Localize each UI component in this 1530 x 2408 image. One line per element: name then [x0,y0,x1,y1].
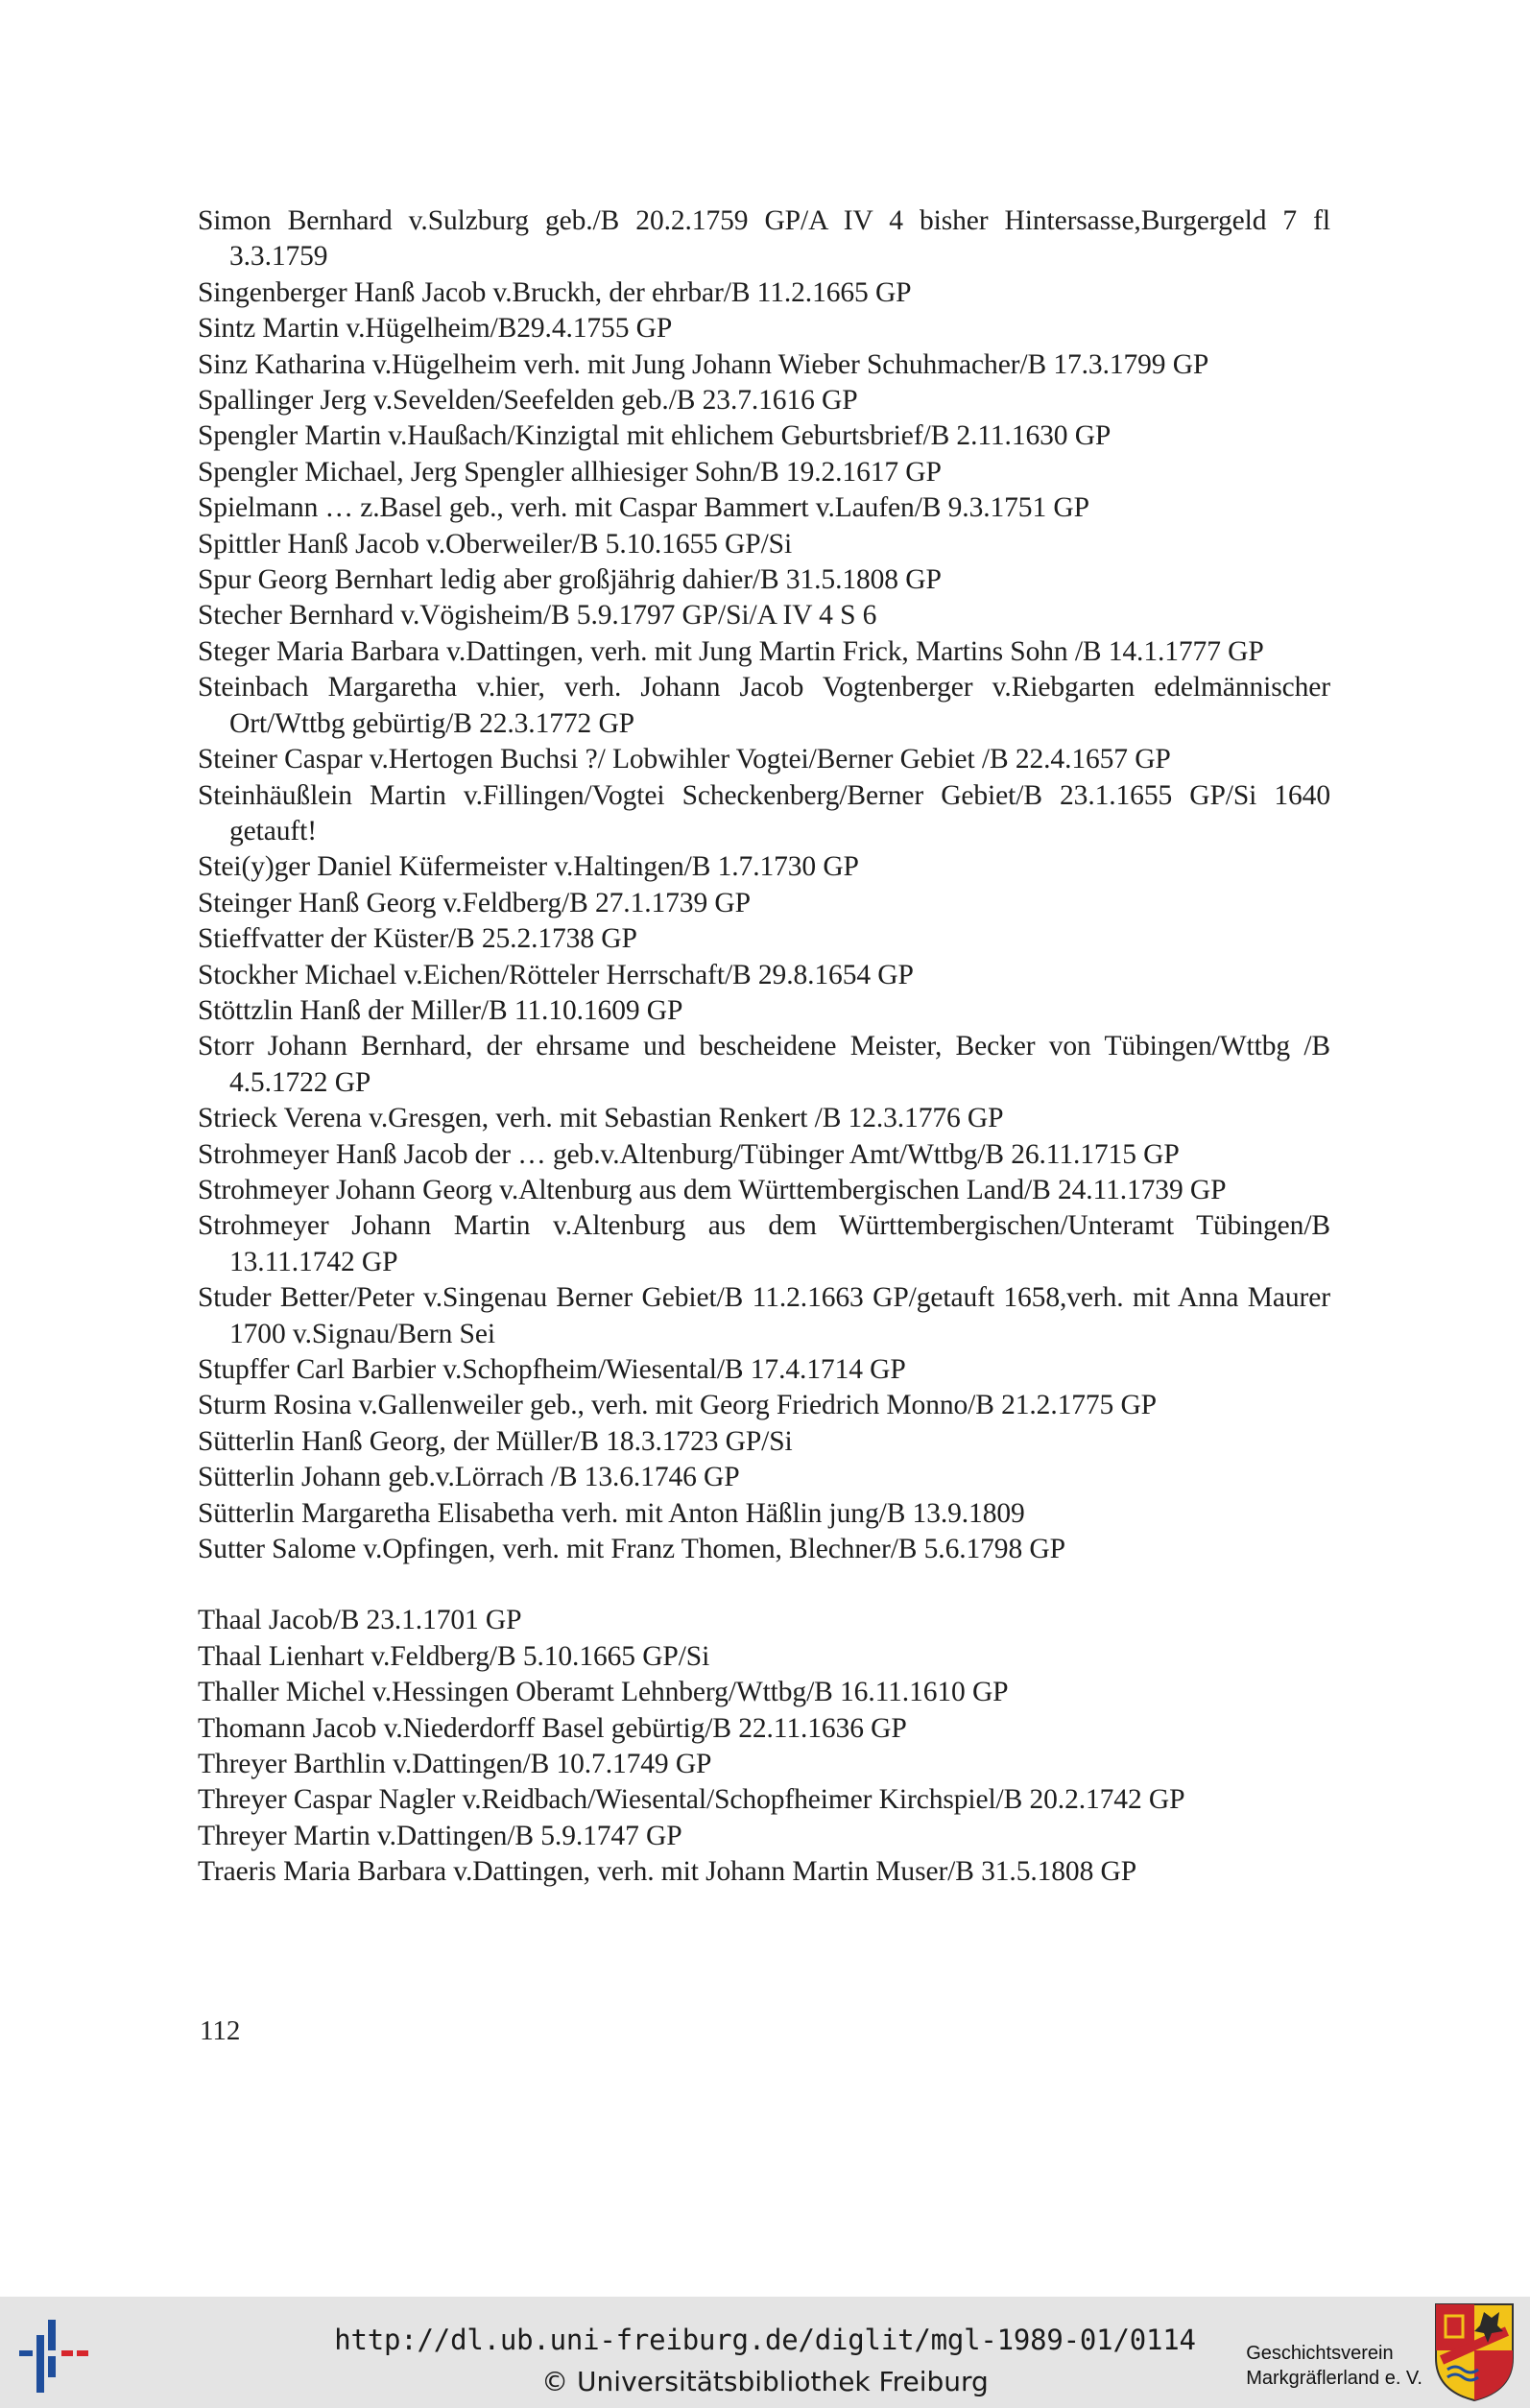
register-entry: Spallinger Jerg v.Sevelden/Seefelden geb./B 23.7.1616 GP [198,385,858,417]
register-entry: Sütterlin Hanß Georg, der Müller/B 18.3.1723 GP/Si [198,1425,793,1457]
register-entry: Studer Better/Peter v.Singenau Berner Gebiet/B 11.2.1663 GP/getauft 1658,verh. mit Anna Maurer 1700 v.Signau/Bern Sei [198,1282,1330,1349]
entry-group [198,1603,1330,1890]
register-entry: Strohmeyer Hanß Jacob der … geb.v.Altenburg/Tübinger Amt/Wttbg/B 26.11.1715 GP [198,1138,1180,1170]
register-entry: Sinz Katharina v.Hügelheim verh. mit Jung Johann Wieber Schuhmacher/B 17.3.1799 GP [198,348,1209,380]
register-entry: Storr Johann Bernhard, der ehrsame und bescheidene Meister, Becker von Tübingen/Wttbg /B 4.5.1722 GP [198,1031,1330,1098]
register-entry: Spur Georg Bernhart ledig aber großjährig dahier/B 31.5.1808 GP [198,564,942,596]
register-entry: Sintz Martin v.Hügelheim/B29.4.1755 GP [198,313,673,345]
register-entry: Stockher Michael v.Eichen/Rötteler Herrschaft/B 29.8.1654 GP [198,959,914,990]
register-entry: Thomann Jacob v.Niederdorff Basel gebürtig/B 22.11.1636 GP [198,1712,907,1744]
register-entry: Sutter Salome v.Opfingen, verh. mit Franz Thomen, Blechner/B 5.6.1798 GP [198,1534,1065,1565]
register-entry: Stöttzlin Hanß der Miller/B 11.10.1609 GP [198,994,683,1026]
register-entry: Thaal Lienhart v.Feldberg/B 5.10.1665 GP/Si [198,1640,710,1672]
register-entry: Simon Bernhard v.Sulzburg geb./B 20.2.1759 GP/A IV 4 bisher Hintersasse,Burgergeld 7 fl 3.3.1759 [198,205,1330,273]
register-entry: Steger Maria Barbara v.Dattingen, verh. mit Jung Martin Frick, Martins Sohn /B 14.1.1777 GP [198,635,1264,667]
society-name-line1: Geschichtsverein [1246,2343,1394,2364]
viewer-footer [0,2297,1530,2408]
copyright-notice: © Universitätsbibliothek Freiburg [541,2366,989,2397]
register-entry: Stecher Bernhard v.Vögisheim/B 5.9.1797 GP/Si/A IV 4 S 6 [198,600,877,632]
register-entry: Sütterlin Johann geb.v.Lörrach /B 13.6.1746 GP [198,1462,740,1493]
coat-of-arms-icon [1434,2302,1515,2402]
entry-group [198,203,1330,1567]
register-entry: Stupffer Carl Barbier v.Schopfheim/Wiesental/B 17.4.1714 GP [198,1354,906,1385]
register-entry: Steinbach Margaretha v.hier, verh. Johann Jacob Vogtenberger v.Riebgarten edelmännischer Ort/Wttbg gebürtig/B 22.3.1772 GP [198,672,1330,739]
register-entry: Threyer Martin v.Dattingen/B 5.9.1747 GP [198,1820,682,1851]
society-name-line2: Markgräflerland e. V. [1246,2368,1422,2389]
register-entry: Strieck Verena v.Gresgen, verh. mit Sebastian Renkert /B 12.3.1776 GP [198,1103,1004,1134]
register-entry: Sütterlin Margaretha Elisabetha verh. mit Anton Häßlin jung/B 13.9.1809 [198,1497,1025,1529]
society-name [1246,2341,1422,2391]
register-entry: Threyer Caspar Nagler v.Reidbach/Wiesental/Schopfheimer Kirchspiel/B 20.2.1742 GP [198,1784,1185,1816]
register-entry: Traeris Maria Barbara v.Dattingen, verh. mit Johann Martin Muser/B 31.5.1808 GP [198,1856,1137,1888]
register-entry: Steinhäußlein Martin v.Fillingen/Vogtei Scheckenberg/Berner Gebiet/B 23.1.1655 GP/Si 1640 getauft! [198,779,1330,846]
register-entry: Stieffvatter der Küster/B 25.2.1738 GP [198,923,637,955]
register-entry: Spielmann … z.Basel geb., verh. mit Caspar Bammert v.Laufen/B 9.3.1751 GP [198,492,1089,524]
register-entry: Threyer Barthlin v.Dattingen/B 10.7.1749 GP [198,1749,712,1780]
register-entry: Spengler Michael, Jerg Spengler allhiesiger Sohn/B 19.2.1617 GP [198,456,942,488]
register-entry: Thaller Michel v.Hessingen Oberamt Lehnberg/Wttbg/B 16.11.1610 GP [198,1677,1009,1708]
register-entry: Sturm Rosina v.Gallenweiler geb., verh. mit Georg Friedrich Monno/B 21.2.1775 GP [198,1390,1157,1421]
register-entry: Stei(y)ger Daniel Küfermeister v.Haltingen/B 1.7.1730 GP [198,851,859,883]
register-entry: Spengler Martin v.Haußach/Kinzigtal mit ehlichem Geburtsbrief/B 2.11.1630 GP [198,420,1112,452]
register-entry: Thaal Jacob/B 23.1.1701 GP [198,1605,522,1636]
register-entries [198,203,1330,1891]
register-entry: Singenberger Hanß Jacob v.Bruckh, der ehrbar/B 11.2.1665 GP [198,276,912,308]
register-entry: Strohmeyer Johann Martin v.Altenburg aus dem Württembergischen/Unteramt Tübingen/B 13.11.1742 GP [198,1210,1330,1277]
page-number: 112 [200,2015,241,2046]
register-entry: Spittler Hanß Jacob v.Oberweiler/B 5.10.1655 GP/Si [198,528,793,560]
register-entry: Strohmeyer Johann Georg v.Altenburg aus dem Württembergischen Land/B 24.11.1739 GP [198,1174,1227,1205]
register-entry: Steinger Hanß Georg v.Feldberg/B 27.1.1739 GP [198,887,751,918]
register-entry: Steiner Caspar v.Hertogen Buchsi ?/ Lobwihler Vogtei/Berner Gebiet /B 22.4.1657 GP [198,744,1171,775]
permalink-url[interactable]: http://dl.ub.uni-freiburg.de/diglit/mgl-1989-01/0114 [334,2324,1196,2356]
